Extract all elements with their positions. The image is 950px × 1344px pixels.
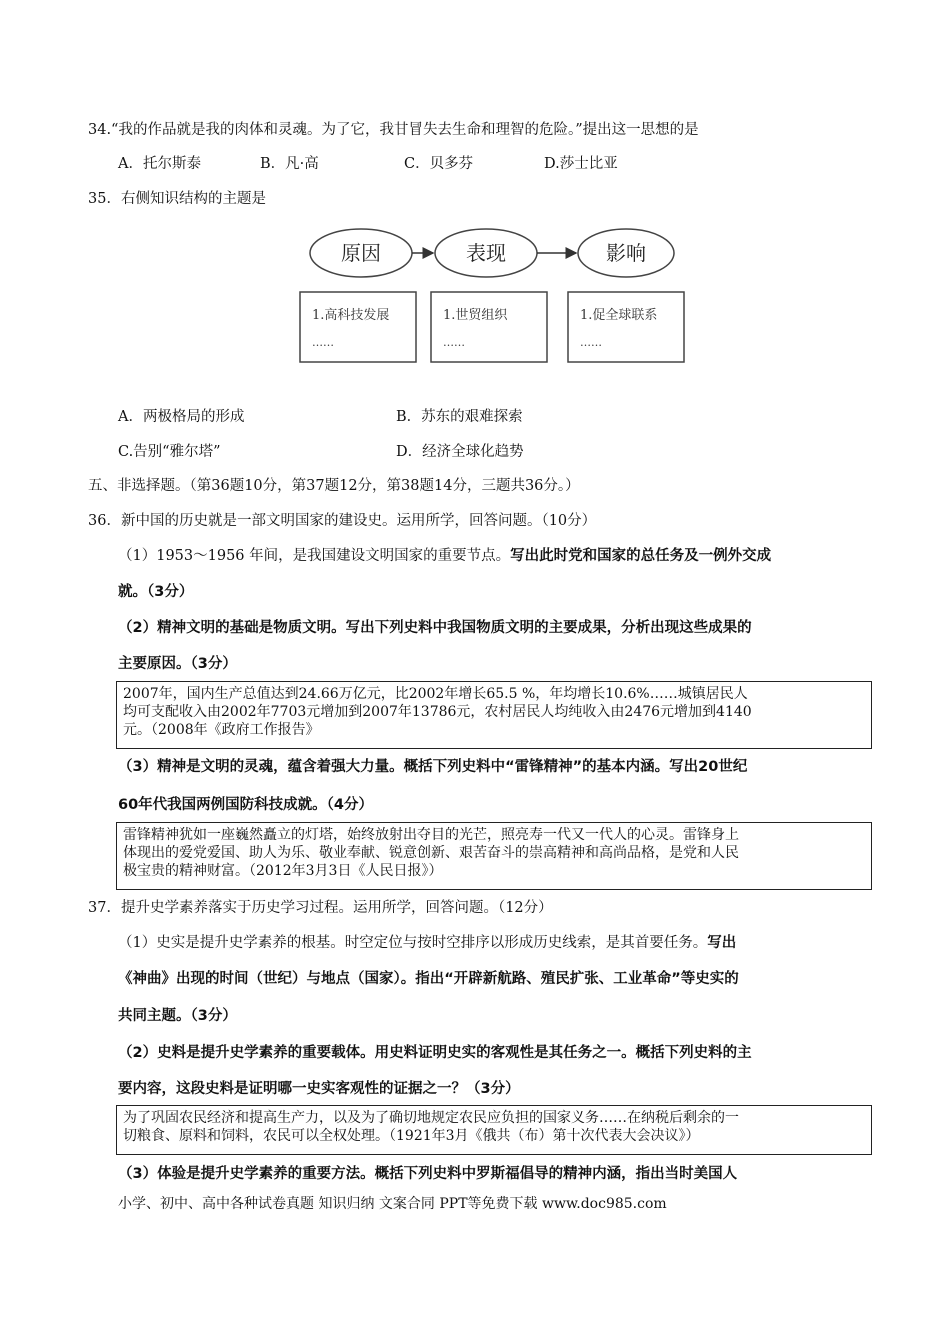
q35-option-b: B．苏东的艰难探索 bbox=[396, 409, 523, 425]
source-box-3 bbox=[116, 1105, 872, 1155]
q36-part1-task: 写出此时党和国家的总任务及一例外交成 bbox=[510, 548, 772, 564]
q34-option-b: B．凡·高 bbox=[260, 156, 319, 172]
source-box-2 bbox=[116, 822, 872, 890]
q37-part1-task-cont: 《神曲》出现的时间（世纪）与地点（国家）。指出“开辟新航路、殖民扩张、工业革命”等史实的 bbox=[118, 971, 739, 987]
box-impact-line1: 1.促全球联系 bbox=[580, 308, 658, 323]
box-cause-line1: 1.高科技发展 bbox=[312, 308, 390, 323]
q36-part1 bbox=[118, 544, 771, 565]
source-box-1-line: 2007年，国内生产总值达到24.66万亿元，比2002年增长65.5 %，年均增长10.6%……城镇居民人 bbox=[123, 686, 748, 702]
q37-part1-task: 写出 bbox=[707, 935, 737, 951]
source-box-1-line: 均可支配收入由2002年7703元增加到2007年13786元，农村居民人均纯收入由2476元增加到4140 bbox=[123, 704, 752, 720]
q37-part1 bbox=[118, 931, 736, 952]
page-footer: 小学、初中、高中各种试卷真题 知识归纳 文案合同 PPT等免费下载 www.doc985.com bbox=[118, 1196, 667, 1212]
box-manifestation bbox=[431, 292, 547, 362]
source-box-2-line: 体现出的爱党爱国、助人为乐、敬业奉献、锐意创新、艰苦奋斗的崇高精神和高尚品格，是党和人民 bbox=[123, 845, 739, 861]
knowledge-structure-diagram bbox=[298, 222, 690, 364]
q34-stem: 34.“我的作品就是我的肉体和灵魂。为了它，我甘冒失去生命和理智的危险。”提出这一思想的是 bbox=[88, 122, 699, 138]
source-box-1-line: 元。（2008年《政府工作报告》 bbox=[123, 722, 320, 738]
q37-part3: （3）体验是提升史学素养的重要方法。概括下列史料中罗斯福倡导的精神内涵，指出当时美国人 bbox=[118, 1166, 738, 1182]
source-box-3-line: 为了巩固农民经济和提高生产力，以及为了确切地规定农民应负担的国家义务……在纳税后剩余的一 bbox=[123, 1110, 739, 1126]
q37-part2-cont: 要内容，这段史料是证明哪一史实客观性的证据之一？（3分） bbox=[118, 1081, 520, 1097]
box-manifestation-line1: 1.世贸组织 bbox=[443, 308, 508, 323]
q36-part2-cont: 主要原因。（3分） bbox=[118, 656, 237, 672]
q36-part2: （2）精神文明的基础是物质文明。写出下列史料中我国物质文明的主要成果，分析出现这些成果的 bbox=[118, 620, 752, 636]
q34-option-d: D.莎士比亚 bbox=[544, 156, 618, 172]
q35-option-a: A．两极格局的形成 bbox=[118, 409, 245, 425]
box-cause bbox=[300, 292, 416, 362]
oval-manifestation-label: 表现 bbox=[466, 241, 506, 265]
box-impact-line2: …… bbox=[580, 336, 602, 349]
box-cause-line2: …… bbox=[312, 336, 334, 349]
q37-part2: （2）史料是提升史学素养的重要载体。用史料证明史实的客观性是其任务之一。概括下列史料的主 bbox=[118, 1045, 752, 1061]
q36-part1-task-cont: 就。（3分） bbox=[118, 584, 194, 600]
oval-impact-label: 影响 bbox=[606, 241, 646, 265]
q36-stem: 36．新中国的历史就是一部文明国家的建设史。运用所学，回答问题。（10分） bbox=[88, 513, 597, 529]
q35-option-d: D．经济全球化趋势 bbox=[396, 444, 524, 460]
q37-part1-text: （1）史实是提升史学素养的根基。时空定位与按时空排序以形成历史线索，是其首要任务。 bbox=[118, 935, 708, 951]
q34-option-c: C．贝多芬 bbox=[404, 156, 474, 172]
q37-stem: 37．提升史学素养落实于历史学习过程。运用所学，回答问题。（12分） bbox=[88, 900, 553, 916]
q37-part1-task-end: 共同主题。（3分） bbox=[118, 1008, 237, 1024]
oval-cause-label: 原因 bbox=[341, 241, 381, 265]
q36-part3: （3）精神是文明的灵魂，蕴含着强大力量。概括下列史料中“雷锋精神”的基本内涵。写出20世纪 bbox=[118, 759, 748, 775]
source-box-3-line: 切粮食、原料和饲料，农民可以全权处理。（1921年3月《俄共（布）第十次代表大会决议》） bbox=[123, 1128, 700, 1144]
q36-part3-cont: 60年代我国两例国防科技成就。（4分） bbox=[118, 797, 374, 813]
source-box-2-line: 雷锋精神犹如一座巍然矗立的灯塔，始终放射出夺目的光芒，照亮寿一代又一代人的心灵。雷锋身上 bbox=[123, 827, 739, 843]
q35-option-c: C.告别“雅尔塔” bbox=[118, 444, 221, 460]
box-impact bbox=[568, 292, 684, 362]
source-box-2-line: 极宝贵的精神财富。（2012年3月3日《人民日报》） bbox=[123, 863, 443, 879]
q35-stem: 35．右侧知识结构的主题是 bbox=[88, 191, 266, 207]
box-manifestation-line2: …… bbox=[443, 336, 465, 349]
q36-part1-text: （1）1953～1956 年间，是我国建设文明国家的重要节点。 bbox=[118, 548, 511, 564]
source-box-1 bbox=[116, 681, 872, 749]
q34-option-a: A．托尔斯泰 bbox=[118, 156, 201, 172]
section-heading: 五、非选择题。（第36题10分，第37题12分，第38题14分，三题共36分。） bbox=[88, 478, 580, 494]
